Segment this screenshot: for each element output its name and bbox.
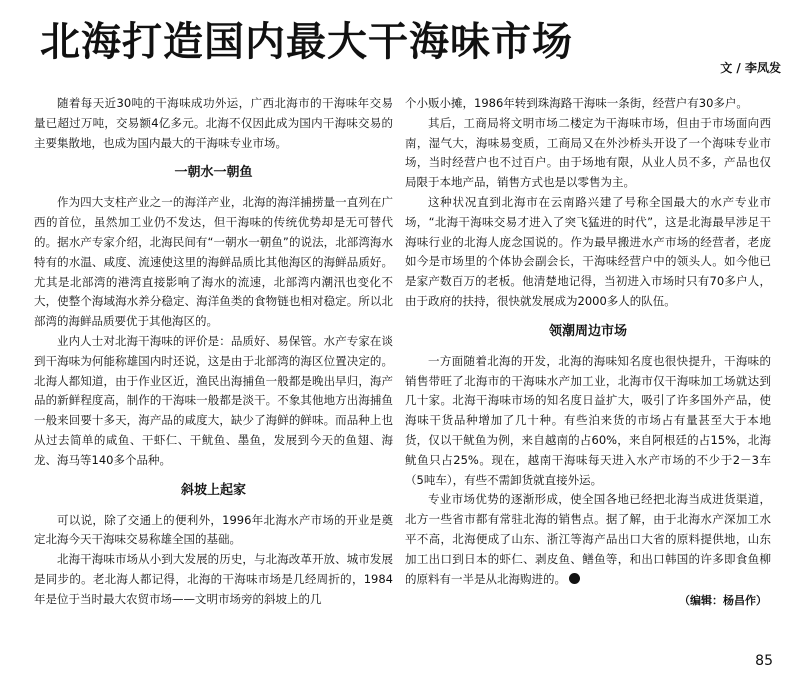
page-number: 85: [755, 653, 773, 669]
section-heading-slope: 斜坡上起家: [180, 482, 246, 498]
article-byline: 文 / 李凤发: [720, 61, 781, 75]
right-column: [405, 94, 771, 611]
paragraph-distribution: [405, 490, 771, 589]
paragraph-industry-view: 业内人士对北海干海味的评价是：品质好、易保管。水产专家在谈到干海味为何能称雄国内时还说，这是由于北部湾的海区位置决定的。北海人都知道，由于作业区近，渔民出海捕鱼一般都是晚出早归，海产品的新鲜程度高，制作的干海味一般都是淡干。不象其他地方出海捕鱼一般来回要十多天，海产品的咸度大，缺少了海鲜的鲜味。而品种上也从过去简单的咸鱼、干虾仁、干鱿鱼、墨鱼，发展到今天的鱼翅、海龙、海马等140多个品种。: [34, 333, 393, 467]
paragraph-distribution-text: 专业市场优势的逐渐形成，使全国各地已经把北海当成进货渠道，北方一些省市都有常驻北海的销售点。据了解，由于北海水产深加工水平不高，北海便成了山东、浙江等海产品出口大省的原料提供地，山东加工出口到日本的虾仁、剥皮鱼、鳝鱼等，和出口韩国的许多即食鱼柳的原料有一半是从北海购进的。: [405, 492, 771, 586]
left-column: [34, 94, 393, 610]
paragraph-foundation: 可以说，除了交通上的便利外，1996年北海水产市场的开业是奠定北海今天干海味交易称雄全国的基础。: [34, 512, 393, 547]
end-mark-icon: [569, 573, 580, 584]
paragraph-growth: 这种状况直到北海市在云南路兴建了号称全国最大的水产专业市场，“北海干海味交易才进入了突飞猛进的时代”，这是北海最早涉足干海味行业的北海人庞念国说的。作为最早搬进水产市场的经营者，老庞如今是市场里的个体协会副会长，干海味经营户中的领头人。如今他已是家产数百万的老板。他清楚地记得，当初进入市场时只有70多户人，由于政府的扶持，很快就发展成为2000多人的队伍。: [405, 194, 771, 308]
paragraph-second-market: 其后，工商局将文明市场二楼定为干海味市场，但由于市场面向西南，湿气大，海味易变质，工商局又在外沙桥头开设了一个海味专业市场，当时经营户也不过百户。由于场地有限，从业人员不多，产品也仅局限于本地产品，销售方式也是以零售为主。: [405, 115, 771, 190]
section-heading-lead: 领潮周边市场: [548, 323, 627, 339]
paragraph-history: 北海干海味市场从小到大发展的历史，与北海改革开放、城市发展是同步的。老北海人都记得，北海的干海味市场是几经周折的，1984年是位于当时最大农贸市场——文明市场旁的斜坡上的几: [34, 552, 393, 606]
section-heading-tide: 一朝水一朝鱼: [174, 165, 253, 181]
paragraph-intro: 随着每天近30吨的干海味成功外运，广西北海市的干海味年交易量已超过万吨，交易额4亿多元。北海不仅因此成为国内干海味交易的主要集散地，也成为国内最大的干海味专业市场。: [34, 96, 393, 150]
paragraph-history-continued: 个小贩小摊，1986年转到珠海路干海味一条街，经营户有30多户。: [405, 96, 748, 110]
paragraph-imports: 一方面随着北海的开发，北海的海味知名度也很快提升，干海味的销售带旺了北海市的干海味水产加工业，北海市仅干海味加工场就达到几十家。北海干海味市场的知名度日益扩大，吸引了许多国外产品，使海味干货品种增加了几十种。有些泊来货的市场占有量甚至大于本地货，仅以干鱿鱼为例，来自越南的占60%，来自阿根廷的占15%，北海鱿鱼只占25%。现在，越南干海味每天进入水产市场的不少于2－3车（5吨车），有些不需卸货就直接外运。: [405, 353, 771, 487]
article-title: 北海打造国内最大干海味市场: [40, 19, 573, 65]
editor-credit: （编辑：杨昌作）: [679, 594, 767, 608]
paragraph-marine-industry: 作为四大支柱产业之一的海洋产业，北海的海洋捕捞量一直列在广西的首位，虽然加工业仍不发达，但干海味的传统优势却是无可替代的。据水产专家介绍，北海民间有“一朝水一朝鱼”的说法，北部湾海水特有的水温、咸度、流速使这里的海鲜品质比其他海区的海鲜品质好。尤其是北部湾的港湾直接影响了海水的流速，北部湾内潮汛也变化不大，使整个海域海水养分稳定、海洋鱼类的食物链也相对稳定。所以北部湾的海鲜品质要优于其他海区的。: [34, 195, 393, 329]
